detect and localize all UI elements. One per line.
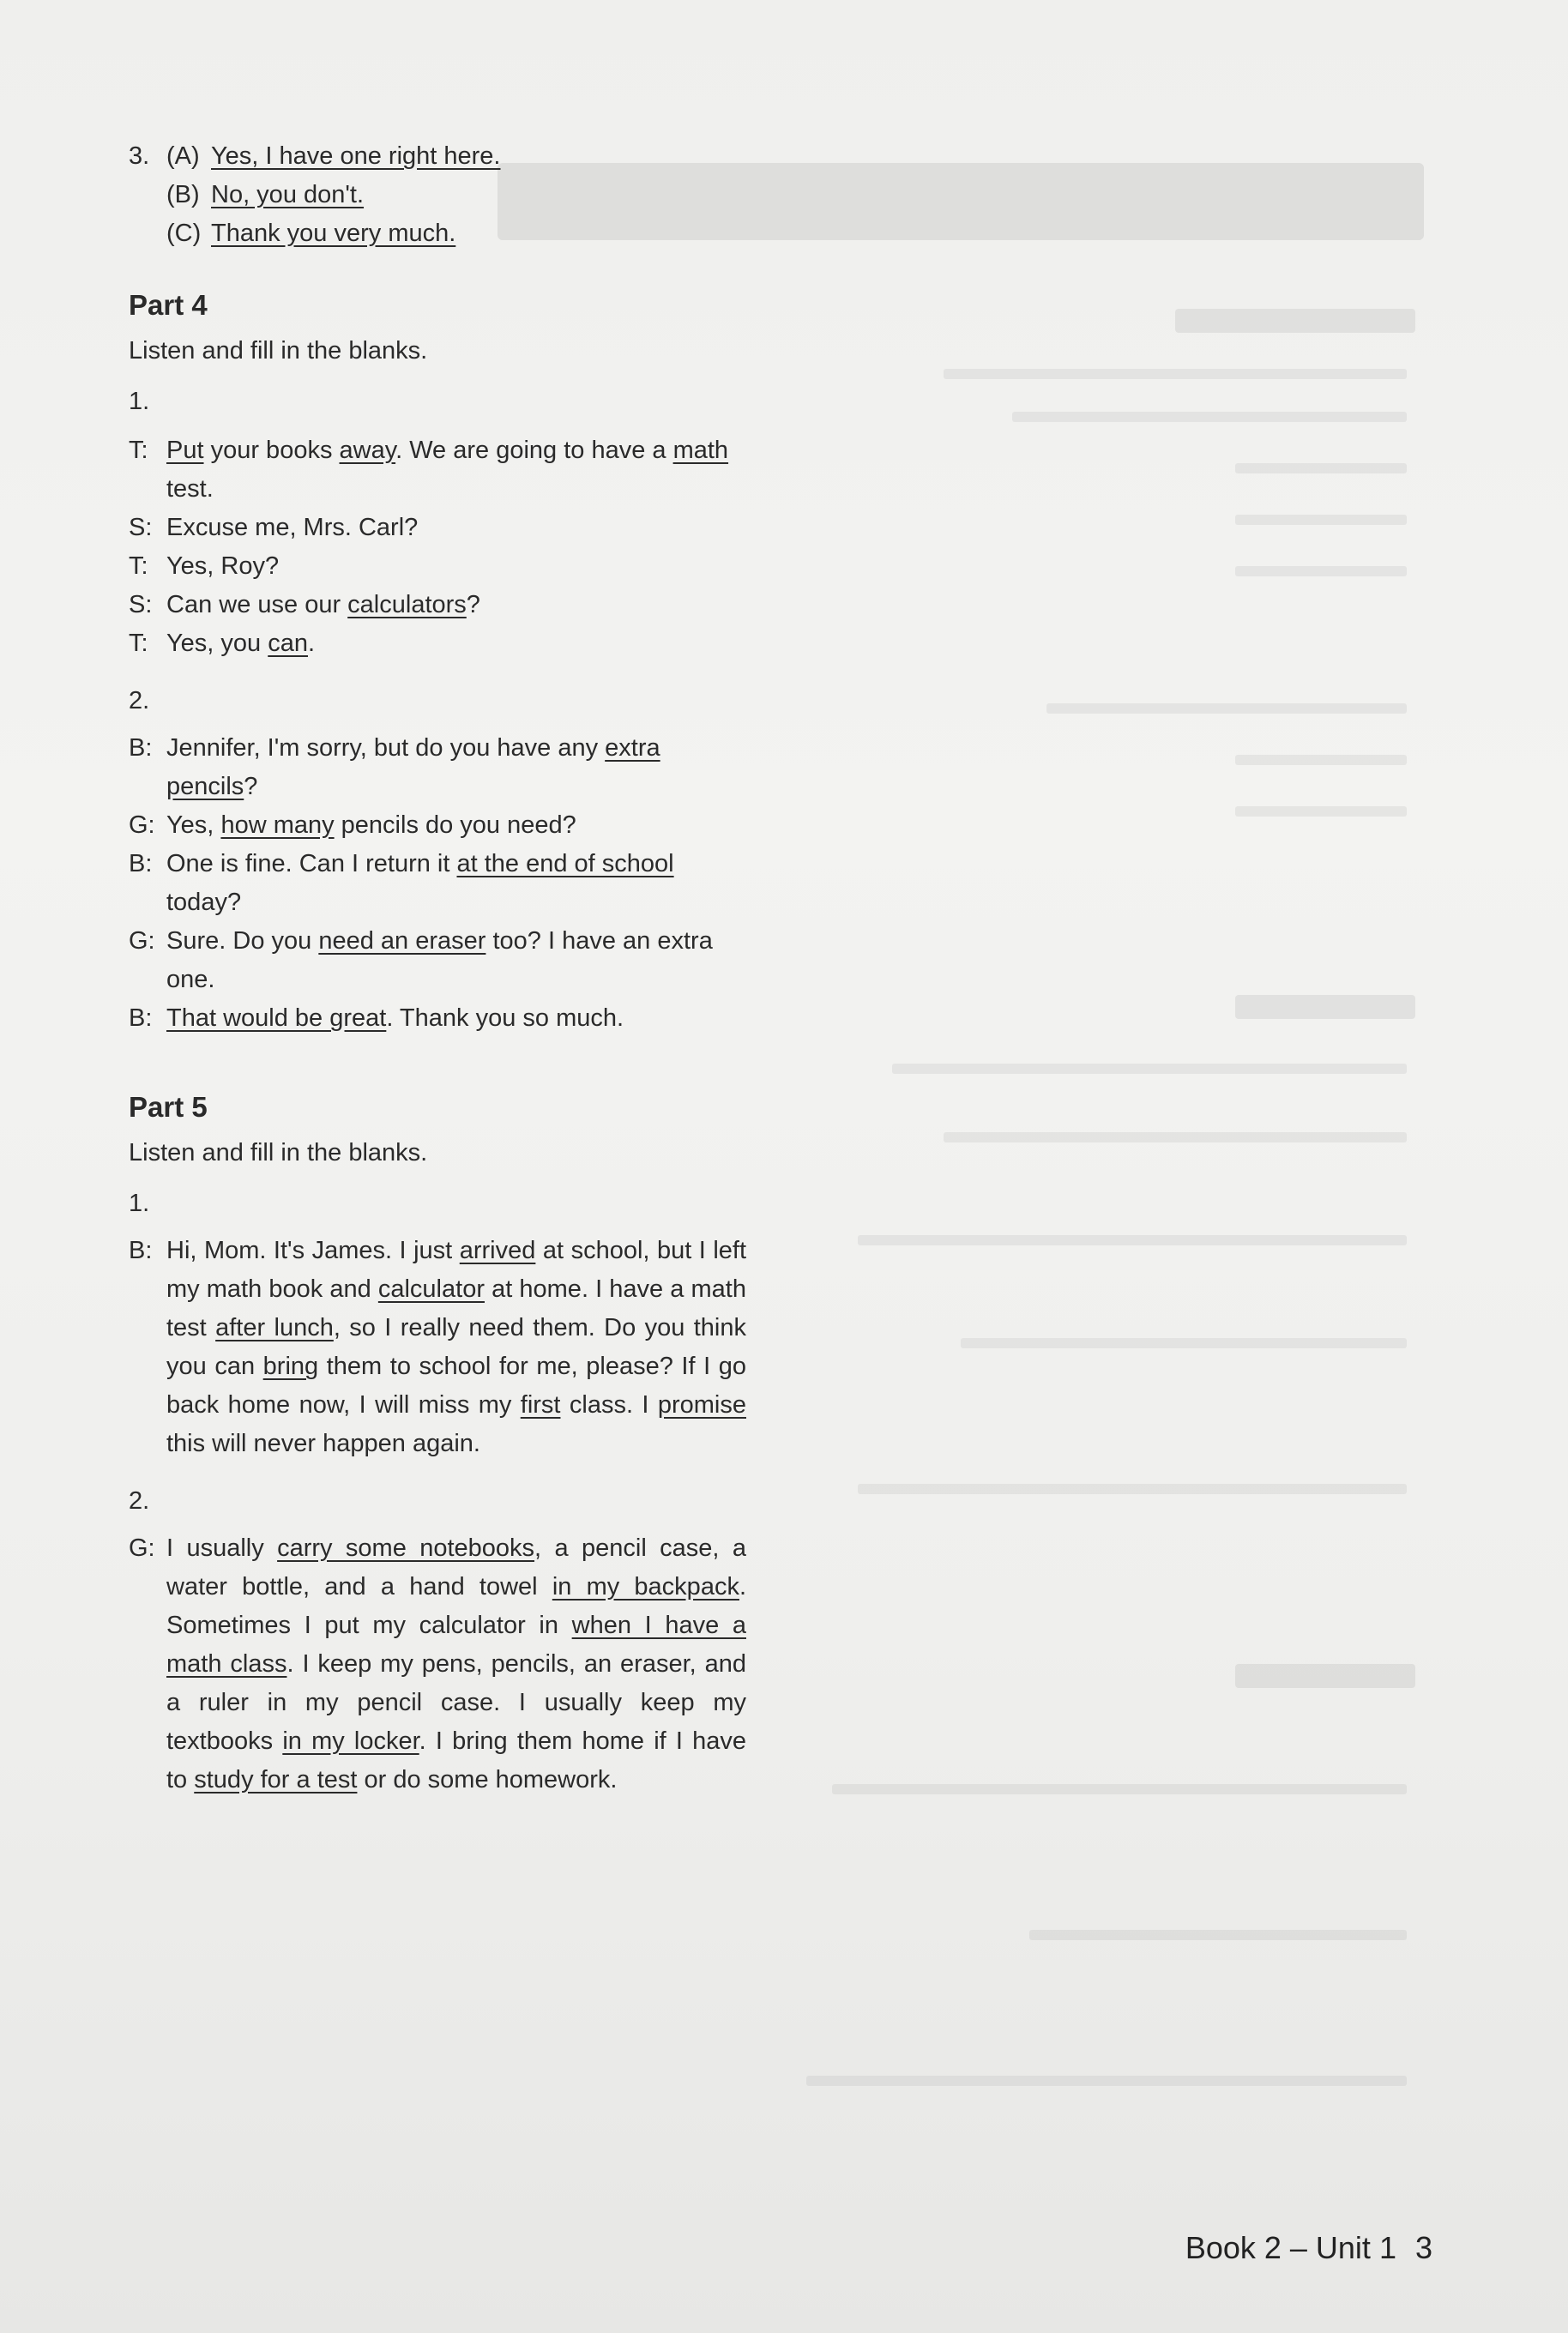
part-title: Part 4 <box>129 289 208 321</box>
line-text: Yes, how many pencils do you need? <box>166 811 576 839</box>
answer-blank: in my locker <box>282 1727 419 1755</box>
bleed-through-reverse-page <box>789 154 1441 2127</box>
speaker-label: G: <box>129 1534 155 1562</box>
item-number: 2. <box>129 687 150 714</box>
dialogue-line <box>129 431 746 509</box>
option-label: (B) <box>166 181 200 208</box>
dialogue-line <box>129 922 746 999</box>
paragraph-text: Hi, Mom. It's James. I just arrived at school, but I left my math book and calculator at home. I have a math test after lunch, so I really need them. Do you think you can bring them to school for me, please? If I go back home now, I will miss my first class. I promise this will never happen again. <box>166 1237 746 1457</box>
answer-blank: study for a test <box>194 1766 358 1793</box>
dialogue-2 <box>129 729 746 1038</box>
instruction: Listen and fill in the blanks. <box>129 1139 428 1166</box>
option-b <box>129 176 746 214</box>
option-text: Thank you very much. <box>211 220 456 247</box>
option-text: Yes, I have one right here. <box>211 142 501 170</box>
speaker-label: B: <box>129 734 153 762</box>
page-number: 3 <box>1414 2230 1432 2265</box>
answer-blank: in my backpack <box>552 1573 739 1601</box>
answer-blank: first <box>520 1391 561 1419</box>
dialogue-1 <box>129 431 746 663</box>
line-text: That would be great. Thank you so much. <box>166 1004 624 1032</box>
dialogue-line <box>129 845 746 922</box>
item-number: 1. <box>129 1190 150 1217</box>
line-text: One is fine. Can I return it at the end of school today? <box>166 850 674 916</box>
answer-blank: calculator <box>377 1275 485 1303</box>
book-unit-label: Book 2 – Unit 1 <box>1185 2230 1396 2265</box>
dialogue-line <box>129 806 746 845</box>
part-title: Part 5 <box>129 1091 208 1123</box>
answer-blank: at the end of school <box>456 850 674 877</box>
dialogue-line <box>129 547 746 586</box>
part5-section <box>129 1086 746 1799</box>
option-text: No, you don't. <box>211 181 365 208</box>
monologue-1 <box>129 1232 746 1463</box>
dialogue-line <box>129 509 746 547</box>
speaker-label: B: <box>129 850 153 877</box>
answer-blank: how many <box>220 811 335 839</box>
answer-blank: bring <box>262 1353 319 1380</box>
speaker-label: T: <box>129 437 148 464</box>
answer-blank: when I have a math class <box>166 1612 746 1678</box>
line-text: Jennifer, I'm sorry, but do you have any extra pencils? <box>166 734 660 800</box>
answer-blank: away <box>339 437 396 464</box>
line-text: Sure. Do you need an eraser too? I have an extra one. <box>166 927 713 993</box>
answer-blank: carry some notebooks <box>277 1534 535 1562</box>
item-number: 3. <box>129 142 150 170</box>
speaker-label: B: <box>129 1237 153 1264</box>
answer-blank: calculators <box>347 591 467 618</box>
item-number: 1. <box>129 388 150 415</box>
instruction: Listen and fill in the blanks. <box>129 337 428 365</box>
speaker-label: G: <box>129 811 155 839</box>
dialogue-line <box>129 729 746 806</box>
answer-blank: math <box>672 437 729 464</box>
monologue-2 <box>129 1529 746 1799</box>
line-text: Excuse me, Mrs. Carl? <box>166 514 419 541</box>
dialogue-line <box>129 624 746 663</box>
speaker-label: B: <box>129 1004 153 1032</box>
dialogue-line <box>129 586 746 624</box>
speaker-label: T: <box>129 552 148 580</box>
speaker-label: S: <box>129 591 153 618</box>
line-text: Put your books away. We are going to have a math test. <box>166 437 729 503</box>
answer-blank: Put <box>166 437 204 464</box>
answer-blank: after lunch <box>215 1314 334 1341</box>
page-footer <box>1185 2230 1432 2266</box>
speaker-label: G: <box>129 927 155 955</box>
answer-blank: That would be great <box>166 1004 387 1032</box>
answer-blank: can <box>268 630 309 657</box>
option-label: (A) <box>166 142 200 170</box>
paragraph-text: I usually carry some notebooks, a pencil case, a water bottle, and a hand towel in my backpack. Sometimes I put my calculator in when I have a math class. I keep my pens, pencils, an eraser, and a ruler in my pencil case. I usually keep my textbooks in my locker. I bring them home if I have to study for a test or do some homework. <box>166 1534 747 1793</box>
part3-tail <box>129 137 746 253</box>
part4-section <box>129 284 746 1038</box>
line-text: Can we use our calculators? <box>166 591 480 618</box>
answer-blank: need an eraser <box>318 927 486 955</box>
left-column <box>129 137 746 1799</box>
dialogue-line <box>129 999 746 1038</box>
answer-blank: extra pencils <box>166 734 660 800</box>
item-number: 2. <box>129 1487 150 1515</box>
answer-blank: arrived <box>459 1237 536 1264</box>
option-c <box>129 214 746 253</box>
line-text: Yes, Roy? <box>166 552 280 580</box>
line-text: Yes, you can. <box>166 630 316 657</box>
option-a <box>129 137 746 176</box>
speaker-label: S: <box>129 514 153 541</box>
answer-blank: promise <box>657 1391 746 1419</box>
speaker-label: T: <box>129 630 148 657</box>
option-label: (C) <box>166 220 202 247</box>
